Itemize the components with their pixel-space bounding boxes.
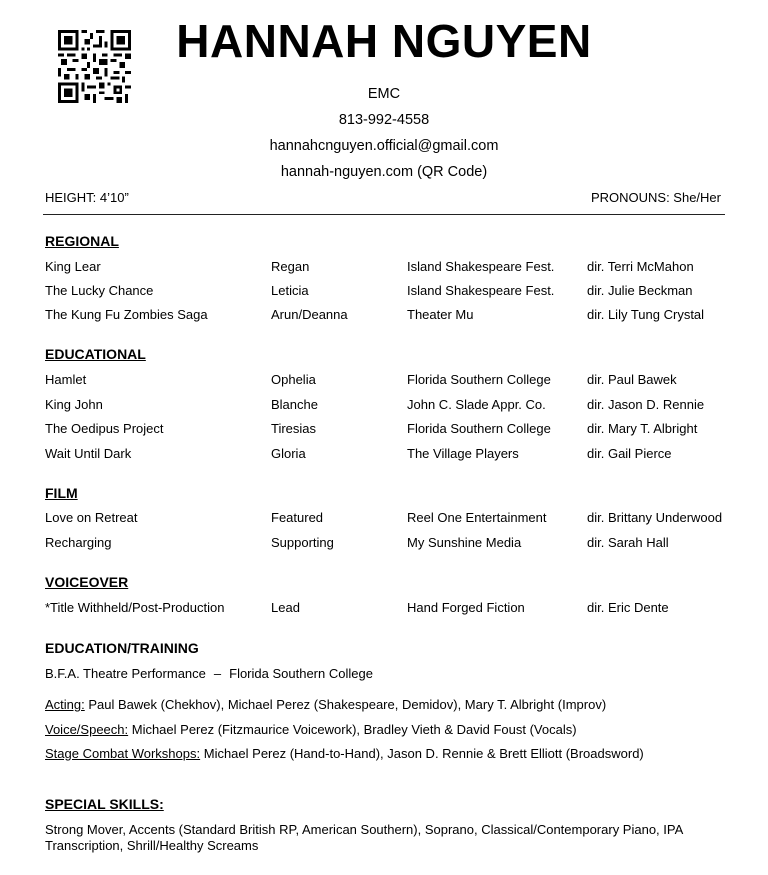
phone-number[interactable]: 813-992-4558 [338, 112, 430, 128]
degree: B.F.A. Theatre Performance [45, 666, 206, 681]
training-text: Paul Bawek (Chekhov), Michael Perez (Shakespeare, Demidov), Mary T. Albright (Improv) [84, 697, 607, 712]
section-title-regional: REGIONAL [45, 233, 119, 249]
pronouns-info: PRONOUNS: She/Her [590, 190, 721, 205]
training-label: Acting: [45, 697, 85, 712]
credit-row: The Kung Fu Zombies Saga Arun/Deanna Theater Mu dir. Lily Tung Crystal [45, 307, 705, 322]
header-divider [43, 214, 725, 215]
degree-school: Florida Southern College [229, 666, 373, 681]
training-combat [45, 746, 644, 761]
special-skills-text: Strong Mover, Accents (Standard British RP, American Southern), Soprano, Classical/Contemporary Piano, IPA Transcription, Shrill/Healthy Screams [45, 822, 683, 853]
credit-row: Recharging Supporting My Sunshine Media dir. Sarah Hall [45, 535, 669, 550]
credit-row: King John Blanche John C. Slade Appr. Co. dir. Jason D. Rennie [45, 397, 705, 412]
credit-row: King Lear Regan Island Shakespeare Fest. dir. Terri McMahon [45, 259, 694, 274]
training-text: Michael Perez (Fitzmaurice Voicework), Bradley Vieth & David Foust (Vocals) [128, 722, 577, 737]
degree-dash: – [213, 666, 222, 681]
training-label: Voice/Speech: [45, 722, 129, 737]
credit-row: *Title Withheld/Post-Production Lead Hand Forged Fiction dir. Eric Dente [45, 600, 669, 615]
credit-row: Love on Retreat Featured Reel One Entertainment dir. Brittany Underwood [45, 510, 723, 525]
training-acting [45, 697, 606, 712]
special-skills-title: SPECIAL SKILLS: [45, 796, 164, 812]
name-title: HANNAH NGUYEN [176, 15, 592, 67]
union-status: EMC [367, 86, 401, 102]
section-title-film: FILM [45, 485, 78, 501]
training-text: Michael Perez (Hand-to-Hand), Jason D. Rennie & Brett Elliott (Broadsword) [200, 746, 644, 761]
training-label: Stage Combat Workshops: [45, 746, 201, 761]
degree-line [45, 666, 373, 681]
training-voice [45, 722, 577, 737]
website-link[interactable]: hannah-nguyen.com (QR Code) [280, 164, 488, 180]
credit-row: The Lucky Chance Leticia Island Shakespeare Fest. dir. Julie Beckman [45, 283, 693, 298]
email-address[interactable]: hannahcnguyen.official@gmail.com [269, 138, 499, 154]
credit-row: The Oedipus Project Tiresias Florida Southern College dir. Mary T. Albright [45, 421, 698, 436]
height-info: HEIGHT: 4’10” [45, 190, 129, 205]
section-title-educational: EDUCATIONAL [45, 346, 146, 362]
credit-row: Wait Until Dark Gloria The Village Players dir. Gail Pierce [45, 446, 672, 461]
education-title: EDUCATION/TRAINING [45, 640, 199, 656]
credit-row: Hamlet Ophelia Florida Southern College dir. Paul Bawek [45, 372, 677, 387]
section-title-voiceover: VOICEOVER [45, 574, 129, 590]
